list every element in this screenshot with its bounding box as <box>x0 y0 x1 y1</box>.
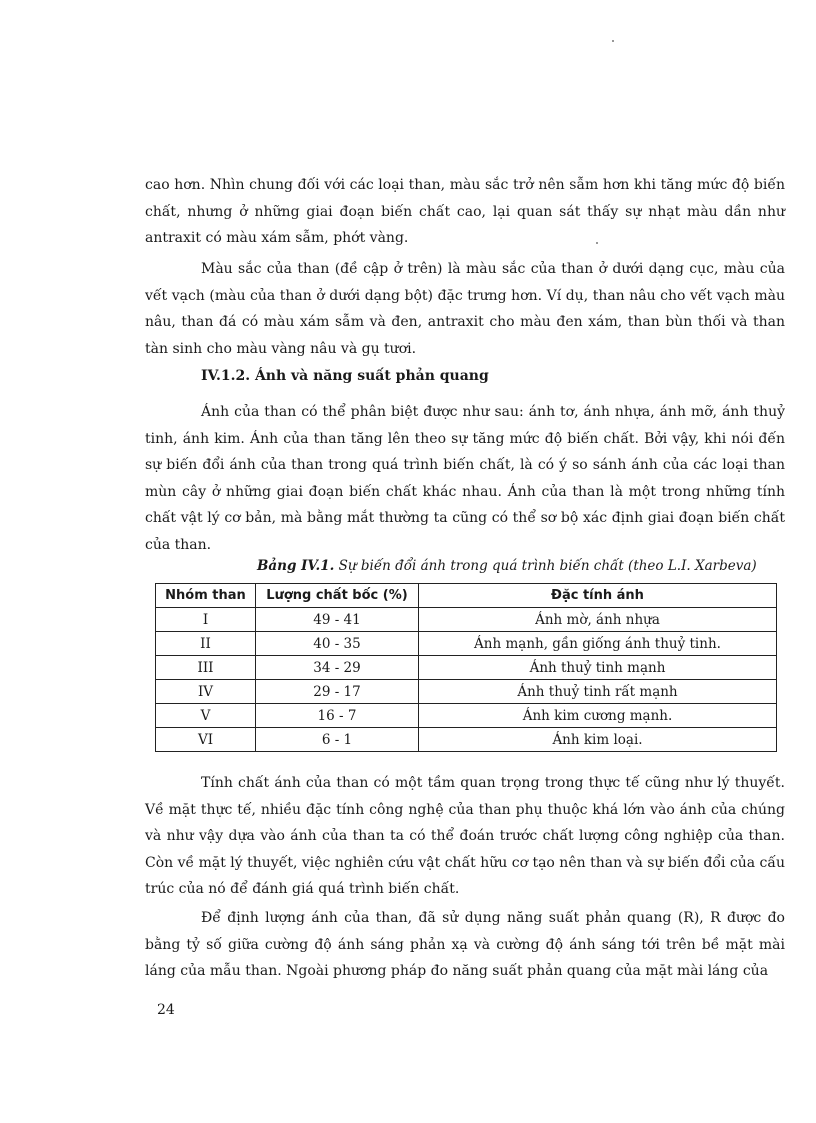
table-row <box>156 728 777 752</box>
table-caption-text: Sự biến đổi ánh trong quá trình biến chất (theo L.I. Xarbeva) <box>338 558 757 574</box>
table-caption <box>257 558 757 574</box>
table-header-row <box>156 584 777 608</box>
paragraph-color-intro: cao hơn. Nhìn chung đối với các loại than, màu sắc trở nên sẫm hơn khi tăng mức độ biến chất, nhưng ở những giai đoạn biến chất cao, lại quan sát thấy sự nhạt màu dần như antraxit có màu xám sẫm, phớt vàng. <box>145 177 785 246</box>
cell-luster: Ánh thuỷ tinh mạnh <box>419 656 777 680</box>
cell-volatile: 40 - 35 <box>256 632 419 656</box>
cell-luster: Ánh kim cương mạnh. <box>419 704 777 728</box>
cell-luster: Ánh thuỷ tinh rất mạnh <box>419 680 777 704</box>
cell-luster: Ánh mờ, ánh nhựa <box>419 608 777 632</box>
table-row <box>156 608 777 632</box>
luster-table <box>155 583 777 752</box>
header-volatile-matter: Lượng chất bốc (%) <box>256 584 419 608</box>
cell-volatile: 16 - 7 <box>256 704 419 728</box>
cell-luster: Ánh kim loại. <box>419 728 777 752</box>
cell-group: V <box>156 704 256 728</box>
cell-group: III <box>156 656 256 680</box>
scan-speck <box>612 40 614 42</box>
cell-volatile: 34 - 29 <box>256 656 419 680</box>
paragraph-streak-color: Màu sắc của than (đề cập ở trên) là màu sắc của than ở dưới dạng cục, màu của vết vạch (màu của than ở dưới dạng bột) đặc trưng hơn. Ví dụ, than nâu cho vết vạch màu nâu, than đá có màu xám sẫm và đen, antraxit cho màu đen xám, than bùn thối và than tàn sinh cho màu vàng nâu và gụ tươi. <box>145 261 785 357</box>
cell-volatile: 6 - 1 <box>256 728 419 752</box>
paragraph-luster-importance: Tính chất ánh của than có một tầm quan trọng trong thực tế cũng như lý thuyết. Về mặt thực tế, nhiều đặc tính công nghệ của than phụ thuộc khá lớn vào ánh của chúng và như vậy dựa vào ánh của than ta có thể đoán trước chất lượng công nghiệp của than. Còn về mặt lý thuyết, việc nghiên cứu vật chất hữu cơ tạo nên than và sự biến đổi của cấu trúc của nó để đánh giá quá trình biến chất. <box>145 775 785 897</box>
section-heading: IV.1.2. Ánh và năng suất phản quang <box>201 368 489 384</box>
cell-volatile: 29 - 17 <box>256 680 419 704</box>
cell-volatile: 49 - 41 <box>256 608 419 632</box>
paragraph-reflectance: Để định lượng ánh của than, đã sử dụng năng suất phản quang (R), R được đo bằng tỷ số giữa cường độ ánh sáng phản xạ và cường độ ánh sáng tới trên bề mặt mài láng của mẫu than. Ngoài phương pháp đo năng suất phản quang của mặt mài láng của <box>145 910 785 979</box>
cell-group: IV <box>156 680 256 704</box>
page-number: 24 <box>157 1002 175 1018</box>
header-luster-character: Đặc tính ánh <box>419 584 777 608</box>
table-row <box>156 704 777 728</box>
table-row <box>156 632 777 656</box>
table-row <box>156 656 777 680</box>
paragraph-luster-types: Ánh của than có thể phân biệt được như sau: ánh tơ, ánh nhựa, ánh mỡ, ánh thuỷ tinh, ánh kim. Ánh của than tăng lên theo sự tăng mức độ biến chất. Bởi vậy, khi nói đến sự biến đổi ánh của than trong quá trình biến chất, là có ý so sánh ánh của các loại than mùn cây ở những giai đoạn biến chất khác nhau. Ánh của than là một trong những tính chất vật lý cơ bản, mà bằng mắt thường ta cũng có thể sơ bộ xác định giai đoạn biến chất của than. <box>145 404 785 553</box>
cell-luster: Ánh mạnh, gần giống ánh thuỷ tinh. <box>419 632 777 656</box>
cell-group: II <box>156 632 256 656</box>
cell-group: I <box>156 608 256 632</box>
header-coal-group: Nhóm than <box>156 584 256 608</box>
table-caption-label: Bảng IV.1. <box>257 558 335 574</box>
cell-group: VI <box>156 728 256 752</box>
table-row <box>156 680 777 704</box>
